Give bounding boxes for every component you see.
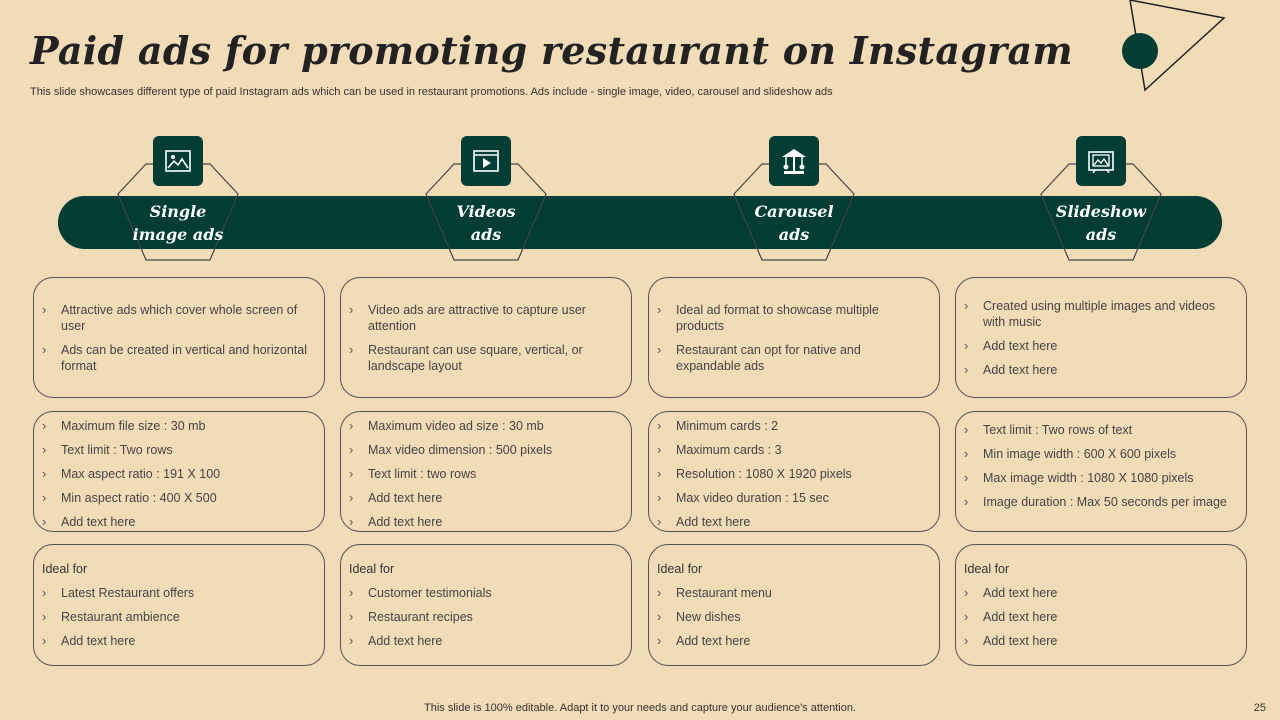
features-card-single: [33, 277, 325, 398]
ideal-for-item: › Restaurant ambience: [42, 609, 310, 625]
ideal-for-heading: Ideal for: [349, 562, 395, 576]
feature-item: › Restaurant can opt for native and expandable ads: [657, 342, 925, 374]
spec-item: › Min image width : 600 X 600 pixels: [964, 446, 1232, 462]
ideal-for-item: › New dishes: [657, 609, 925, 625]
video-play-icon: [461, 136, 511, 186]
feature-item: › Add text here: [964, 338, 1232, 354]
spec-item: › Maximum video ad size : 30 mb: [349, 418, 617, 434]
ideal-for-item: › Add text here: [349, 633, 617, 649]
ideal-for-card-slideshow: [955, 544, 1247, 666]
slideshow-icon: [1076, 136, 1126, 186]
ad-type-label-line: Videos: [456, 202, 516, 221]
spec-item: › Maximum file size : 30 mb: [42, 418, 310, 434]
feature-item: › Ads can be created in vertical and horizontal format: [42, 342, 310, 374]
spec-item: › Add text here: [349, 514, 617, 530]
spec-item: › Max video dimension : 500 pixels: [349, 442, 617, 458]
ideal-for-card-single: [33, 544, 325, 666]
spec-item: › Add text here: [42, 514, 310, 530]
specs-card-carousel: [648, 411, 940, 532]
feature-item: › Attractive ads which cover whole screen of user: [42, 302, 310, 334]
ideal-for-item: › Add text here: [964, 609, 1232, 625]
ideal-for-card-videos: [340, 544, 632, 666]
ad-type-label-line: Carousel: [754, 202, 834, 221]
spec-item: › Min aspect ratio : 400 X 500: [42, 490, 310, 506]
ideal-for-item: › Customer testimonials: [349, 585, 617, 601]
spec-item: › Add text here: [349, 490, 617, 506]
footer-note: This slide is 100% editable. Adapt it to your needs and capture your audience's attention.: [424, 702, 856, 714]
ideal-for-item: › Restaurant menu: [657, 585, 925, 601]
specs-card-single: [33, 411, 325, 532]
feature-item: › Created using multiple images and videos with music: [964, 298, 1232, 330]
image-icon: [153, 136, 203, 186]
ideal-for-item: › Add text here: [964, 585, 1232, 601]
ideal-for-item: › Add text here: [42, 633, 310, 649]
ideal-for-heading: Ideal for: [964, 562, 1010, 576]
features-card-videos: [340, 277, 632, 398]
spec-item: › Max aspect ratio : 191 X 100: [42, 466, 310, 482]
feature-item: › Video ads are attractive to capture user attention: [349, 302, 617, 334]
features-card-carousel: [648, 277, 940, 398]
specs-card-slideshow: [955, 411, 1247, 532]
spec-item: › Text limit : two rows: [349, 466, 617, 482]
ad-type-label-single: [78, 200, 278, 246]
ad-type-label-line: ads: [470, 225, 502, 244]
spec-item: › Max video duration : 15 sec: [657, 490, 925, 506]
spec-item: › Add text here: [657, 514, 925, 530]
ideal-for-heading: Ideal for: [657, 562, 703, 576]
page-number: 25: [1253, 702, 1266, 714]
spec-item: › Image duration : Max 50 seconds per image: [964, 494, 1232, 510]
ideal-for-heading: Ideal for: [42, 562, 88, 576]
ideal-for-item: › Latest Restaurant offers: [42, 585, 310, 601]
spec-item: › Text limit : Two rows: [42, 442, 310, 458]
carousel-icon: [769, 136, 819, 186]
specs-card-videos: [340, 411, 632, 532]
decorative-triangle-icon: [1110, 0, 1240, 100]
page-title: Paid ads for promoting restaurant on Instagram: [30, 28, 1073, 73]
ideal-for-item: › Add text here: [657, 633, 925, 649]
ideal-for-item: › Add text here: [964, 633, 1232, 649]
spec-item: › Max image width : 1080 X 1080 pixels: [964, 470, 1232, 486]
ad-type-label-carousel: [694, 200, 894, 246]
feature-item: › Ideal ad format to showcase multiple products: [657, 302, 925, 334]
ad-type-label-line: ads: [1085, 225, 1117, 244]
spec-item: › Maximum cards : 3: [657, 442, 925, 458]
ad-type-label-line: ads: [778, 225, 810, 244]
features-card-slideshow: [955, 277, 1247, 398]
ad-type-label-line: image ads: [132, 225, 224, 244]
ad-type-label-line: Single: [149, 202, 207, 221]
ad-type-label-line: Slideshow: [1055, 202, 1147, 221]
ad-type-label-slideshow: [1001, 200, 1201, 246]
page-subtitle: This slide showcases different type of paid Instagram ads which can be used in restaurant promotions. Ads include - single image, video, carousel and slideshow ads: [30, 86, 833, 98]
spec-item: › Text limit : Two rows of text: [964, 422, 1232, 438]
feature-item: › Restaurant can use square, vertical, or landscape layout: [349, 342, 617, 374]
spec-item: › Minimum cards : 2: [657, 418, 925, 434]
spec-item: › Resolution : 1080 X 1920 pixels: [657, 466, 925, 482]
ideal-for-card-carousel: [648, 544, 940, 666]
feature-item: › Add text here: [964, 362, 1232, 378]
ad-type-label-videos: [386, 200, 586, 246]
ideal-for-item: › Restaurant recipes: [349, 609, 617, 625]
